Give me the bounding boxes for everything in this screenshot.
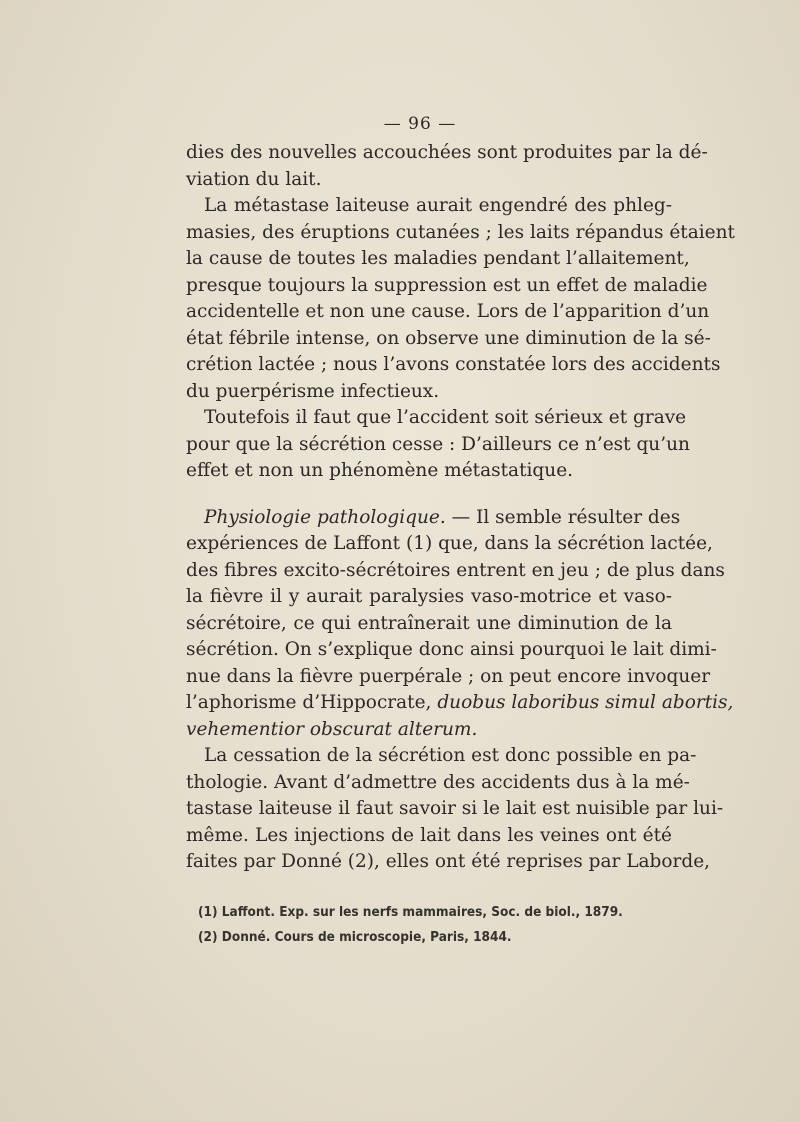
section-first-line (186, 505, 681, 532)
footnotes (198, 900, 668, 950)
text-line: tastase laiteuse il faut savoir si le lait est nuisible par lui- (186, 798, 724, 819)
section-heading: Physiologie pathologique. (204, 506, 446, 528)
text-line: du puerpérisme infectieux. (186, 380, 440, 402)
text-line: la cause de toutes les maladies pendant l’allaitement, (186, 248, 690, 269)
text-line: Toutefois il faut que l’accident soit sérieux et grave (204, 407, 687, 428)
footnote-1: (1) Laffont. Exp. sur les nerfs mammaires, Soc. de biol., 1879. (198, 904, 623, 920)
footnote-2: (2) Donné. Cours de microscopie, Paris, 1844. (198, 929, 512, 945)
text-line: accidentelle et non une cause. Lors de l’apparition d’un (186, 301, 710, 322)
latin-quote: duobus laboribus simul abortis, (437, 692, 734, 713)
paragraph-gap (186, 485, 672, 505)
text-line: viation du lait. (186, 168, 322, 190)
text-span: l’aphorisme d’Hippocrate, (186, 692, 438, 713)
text-line: masies, des éruptions cutanées ; les laits répandus étaient (186, 221, 735, 243)
body-text (186, 140, 735, 876)
text-line: faites par Donné (2), elles ont été reprises par Laborde, (186, 851, 711, 872)
page-number: — 96 — (383, 114, 457, 134)
text-line: état fébrile intense, on observe une diminution de la sé- (186, 327, 711, 349)
text-line: la fièvre il y aurait paralysies vaso-motrice et vaso- (186, 586, 672, 607)
text-line (186, 690, 734, 717)
text-line: expériences de Laffont (1) que, dans la sécrétion lactée, (186, 533, 713, 554)
text-line: des fibres excito-sécrétoires entrent en jeu ; de plus dans (186, 559, 725, 581)
latin-quote-line: vehementior obscurat alterum. (186, 718, 478, 740)
text-span: — Il semble résulter des (445, 506, 681, 528)
text-line: presque toujours la suppression est un effet de maladie (186, 274, 708, 296)
text-line: même. Les injections de lait dans les veines ont été (186, 824, 672, 846)
text-line: nue dans la fièvre puerpérale ; on peut encore invoquer (186, 665, 711, 687)
text-line: dies des nouvelles accouchées sont produites par la dé- (186, 142, 708, 163)
text-line: crétion lactée ; nous l’avons constatée lors des accidents (186, 354, 721, 375)
text-line: La cessation de la sécrétion est donc possible en pa- (204, 745, 697, 766)
text-line: sécrétoire, ce qui entraînerait une diminution de la (186, 612, 672, 634)
text-line: La métastase laiteuse aurait engendré des phleg- (204, 195, 672, 216)
text-line: thologie. Avant d’admettre des accidents dus à la mé- (186, 771, 690, 793)
text-line: sécrétion. On s’explique donc ainsi pourquoi le lait dimi- (186, 639, 717, 660)
text-line: pour que la sécrétion cesse : D’ailleurs ce n’est qu’un (186, 433, 690, 455)
text-line: effet et non un phénomène métastatique. (186, 460, 574, 481)
